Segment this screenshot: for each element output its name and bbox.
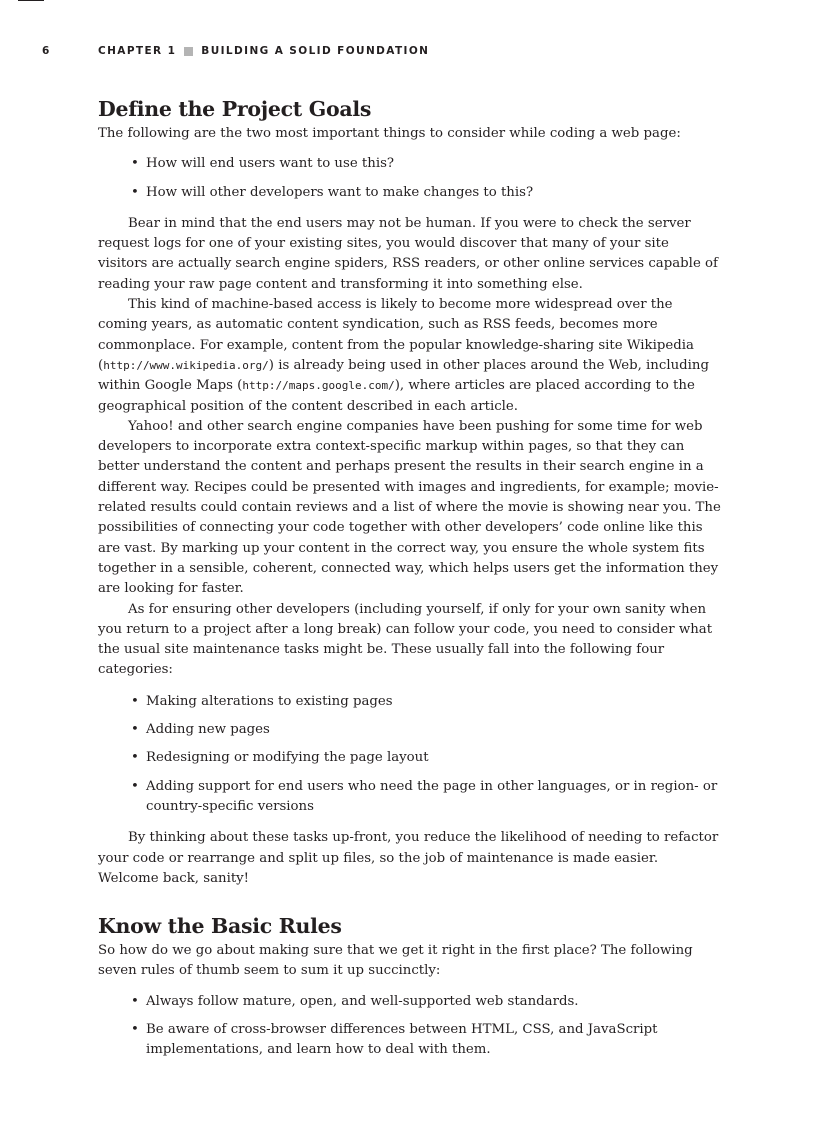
paragraph-search-engines: Yahoo! and other search engine companies have been pushing for some time for web developers to incorporate extra context-specific markup within pages, so that they can better understand the content and perhaps present the results in their search engine in a different way. Recipes could be presented with images and ingredients, for example; movie-related results could contain reviews and a list of where the movie is showing near you. The possibilities of connecting your code together with other developers’ code online like this are vast. By marking up your content in the correct way, you ensure the whole system fits together in a sensible, coherent, connected way, which helps users get the information they are looking for faster.: [98, 418, 721, 597]
paragraph-text: This kind of machine-based access is likely to become more widespread over the coming years, as automatic content syndication, such as RSS feeds, becomes more commonplace. For example, content from the popular knowledge-sharing site Wikipedia (: [98, 297, 694, 373]
paragraph-machine-access: [98, 295, 722, 417]
header-separator-square-icon: [184, 47, 193, 56]
goals-lead: The following are the two most important things to consider while coding a web page:: [98, 126, 681, 141]
paragraph-text: ) is already being used in other places around the Web, including within Google Maps (: [98, 357, 709, 394]
list-item: • How will other developers want to make changes to this?: [98, 183, 722, 203]
paragraph-text: ), where articles are placed according to the geographical position of the content described in each article.: [98, 378, 695, 414]
heading-project-goals: Define the Project Goals: [98, 97, 372, 121]
chapter-label: CHAPTER 1: [98, 45, 177, 57]
paragraph-end-users: Bear in mind that the end users may not be human. If you were to check the server request logs for one of your existing sites, you would discover that many of your site visitors are actually search engine spiders, RSS readers, or other online services capable of reading your raw page content and transforming it into something else.: [98, 215, 718, 292]
google-maps-url: http://maps.google.com/: [242, 379, 395, 393]
page-number: 6: [42, 45, 51, 57]
page-corner-rule: [18, 0, 44, 1]
list-item: • Adding support for end users who need the page in other languages, or in region- or country-specific versions: [98, 777, 722, 818]
maintenance-task-list: [98, 692, 722, 817]
wikipedia-url: http://www.wikipedia.org/: [103, 358, 269, 372]
heading-basic-rules: Know the Basic Rules: [98, 914, 342, 939]
chapter-title: BUILDING A SOLID FOUNDATION: [201, 45, 430, 57]
rules-bullet-list: [98, 992, 722, 1061]
rules-lead: So how do we go about making sure that we get it right in the first place? The following seven rules of thumb seem to sum it up succinctly:: [98, 943, 693, 979]
goals-bullet-list: [98, 154, 722, 203]
list-item: • Making alterations to existing pages: [98, 692, 722, 712]
list-item: • Be aware of cross-browser differences between HTML, CSS, and JavaScript implementations, and learn how to deal with them.: [98, 1020, 722, 1061]
page-body: [98, 94, 722, 1061]
list-item: • Adding new pages: [98, 720, 722, 740]
list-item: • Redesigning or modifying the page layout: [98, 748, 722, 768]
running-header: [42, 43, 429, 59]
paragraph-up-front: By thinking about these tasks up-front, you reduce the likelihood of needing to refactor your code or rearrange and split up files, so the job of maintenance is made easier. Welcome back, sanity!: [98, 830, 719, 886]
paragraph-other-developers: As for ensuring other developers (including yourself, if only for your own sanity when you return to a project after a long break) can follow your code, you need to consider what the usual site maintenance tasks might be. These usually fall into the following four categories:: [98, 601, 713, 678]
list-item: • How will end users want to use this?: [98, 154, 722, 174]
list-item: • Always follow mature, open, and well-supported web standards.: [98, 992, 722, 1012]
